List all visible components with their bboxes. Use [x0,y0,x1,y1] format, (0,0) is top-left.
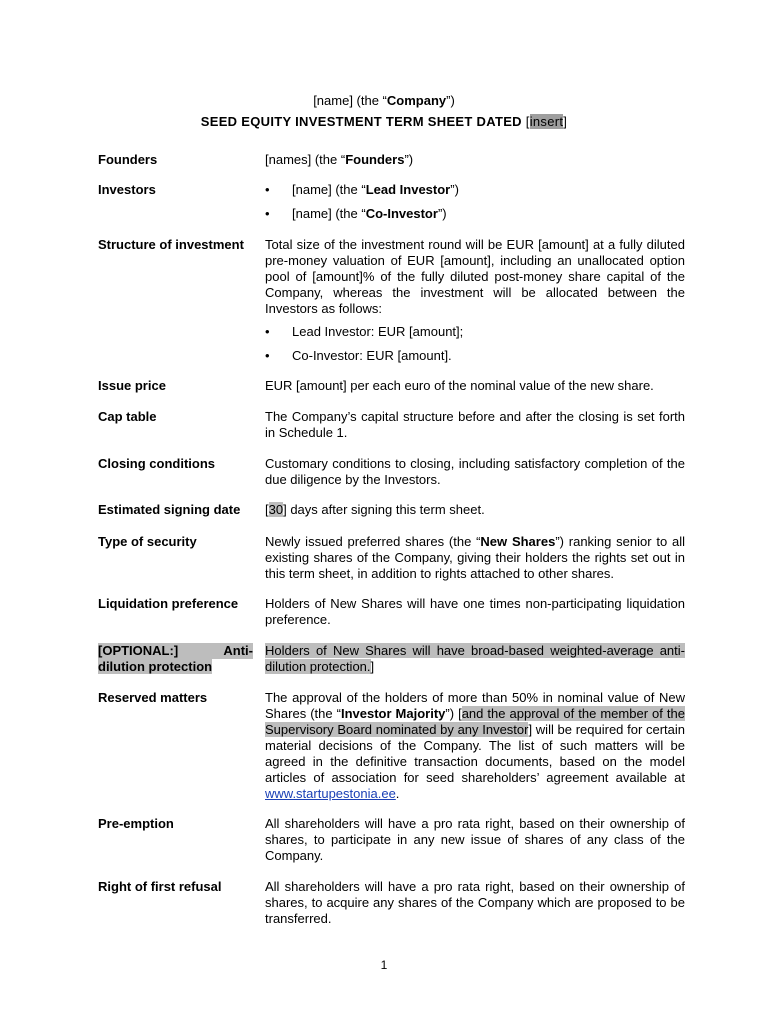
content-type-of-security: Newly issued preferred shares (the “New Shares”) ranking senior to all existing shares of the Company, giving their holders the rights set out in this term sheet, in addition to rights attached to other shares. [265,534,686,581]
label-cap-table: Cap table [98,409,157,424]
document-title: SEED EQUITY INVESTMENT TERM SHEET DATED [insert] [200,114,568,129]
page-number: 1 [380,958,388,972]
content-issue-price: EUR [amount] per each euro of the nominal value of the new share. [265,378,654,393]
list-item: • [name] (the “Co-Investor”) [265,206,685,222]
label-pre-emption: Pre-emption [98,816,174,831]
label-liquidation-preference: Liquidation preference [98,596,239,611]
content-signing-date: [30] days after signing this term sheet. [265,502,485,517]
content-right-of-first-refusal: All shareholders will have a pro rata right, based on their ownership of shares, to acquire any shares of the Company which are proposed to be transferred. [265,879,685,926]
allocation-list [265,324,685,364]
label-right-of-first-refusal: Right of first refusal [98,879,222,894]
supervisory-board-highlight: and the approval of the member of the Supervisory Board nominated by any Investor [265,706,685,737]
days-placeholder: 30 [268,502,284,517]
insert-placeholder: insert [529,114,564,129]
content-anti-dilution: Holders of New Shares will have broad-based weighted-average anti-dilution protection.] [265,643,685,674]
label-founders: Founders [98,152,158,167]
label-structure: Structure of investment [98,237,244,252]
label-investors: Investors [98,182,156,197]
content-liquidation-preference: Holders of New Shares will have one times non-participating liquidation preference. [265,596,685,627]
content-reserved-matters: The approval of the holders of more than 50% in nominal value of New Shares (the “Investor Majority”) [and the approval of the member of the Supervisory Board nominated by any Investor] will be required for certain material decisions of the Company. The list of such matters will be agreed in the definitive transaction documents, based on the model articles of association for seed shareholders’ agreement available at www.startupestonia.ee. [265,690,685,801]
company-line: [name] (the “Company”) [313,93,455,108]
company-term: Company [386,93,447,108]
content-founders: [names] (the “Founders”) [265,152,414,167]
label-anti-dilution: [OPTIONAL:] Anti- dilution protection [98,643,253,674]
content-pre-emption: All shareholders will have a pro rata right, based on their ownership of shares, to participate in any new issue of shares of any class of the Company. [265,816,685,863]
list-item: • Co-Investor: EUR [amount]. [265,348,685,364]
startupestonia-link[interactable]: www.startupestonia.ee [265,786,396,801]
content-closing-conditions: Customary conditions to closing, including satisfactory completion of the due diligence by the Investors. [265,456,685,487]
label-closing-conditions: Closing conditions [98,456,215,471]
list-item: • Lead Investor: EUR [amount]; [265,324,685,340]
list-item: • [name] (the “Lead Investor”) [265,182,685,198]
investor-list [265,182,685,222]
label-type-of-security: Type of security [98,534,197,549]
content-investors [265,182,685,222]
label-issue-price: Issue price [98,378,166,393]
content-structure: Total size of the investment round will be EUR [amount] at a fully diluted pre-money valuation of EUR [amount], including an unallocated option pool of [amount]% of the fully diluted post-money share capital of the Company, whereas the investment will be allocated between the Investors as follows: • Lead Investor: EUR [amount]; • Co-Investor: EUR [amount]. [265,237,685,364]
label-reserved-matters: Reserved matters [98,690,208,705]
content-cap-table: The Company’s capital structure before and after the closing is set forth in Schedule 1. [265,409,685,440]
label-signing-date: Estimated signing date [98,502,241,517]
